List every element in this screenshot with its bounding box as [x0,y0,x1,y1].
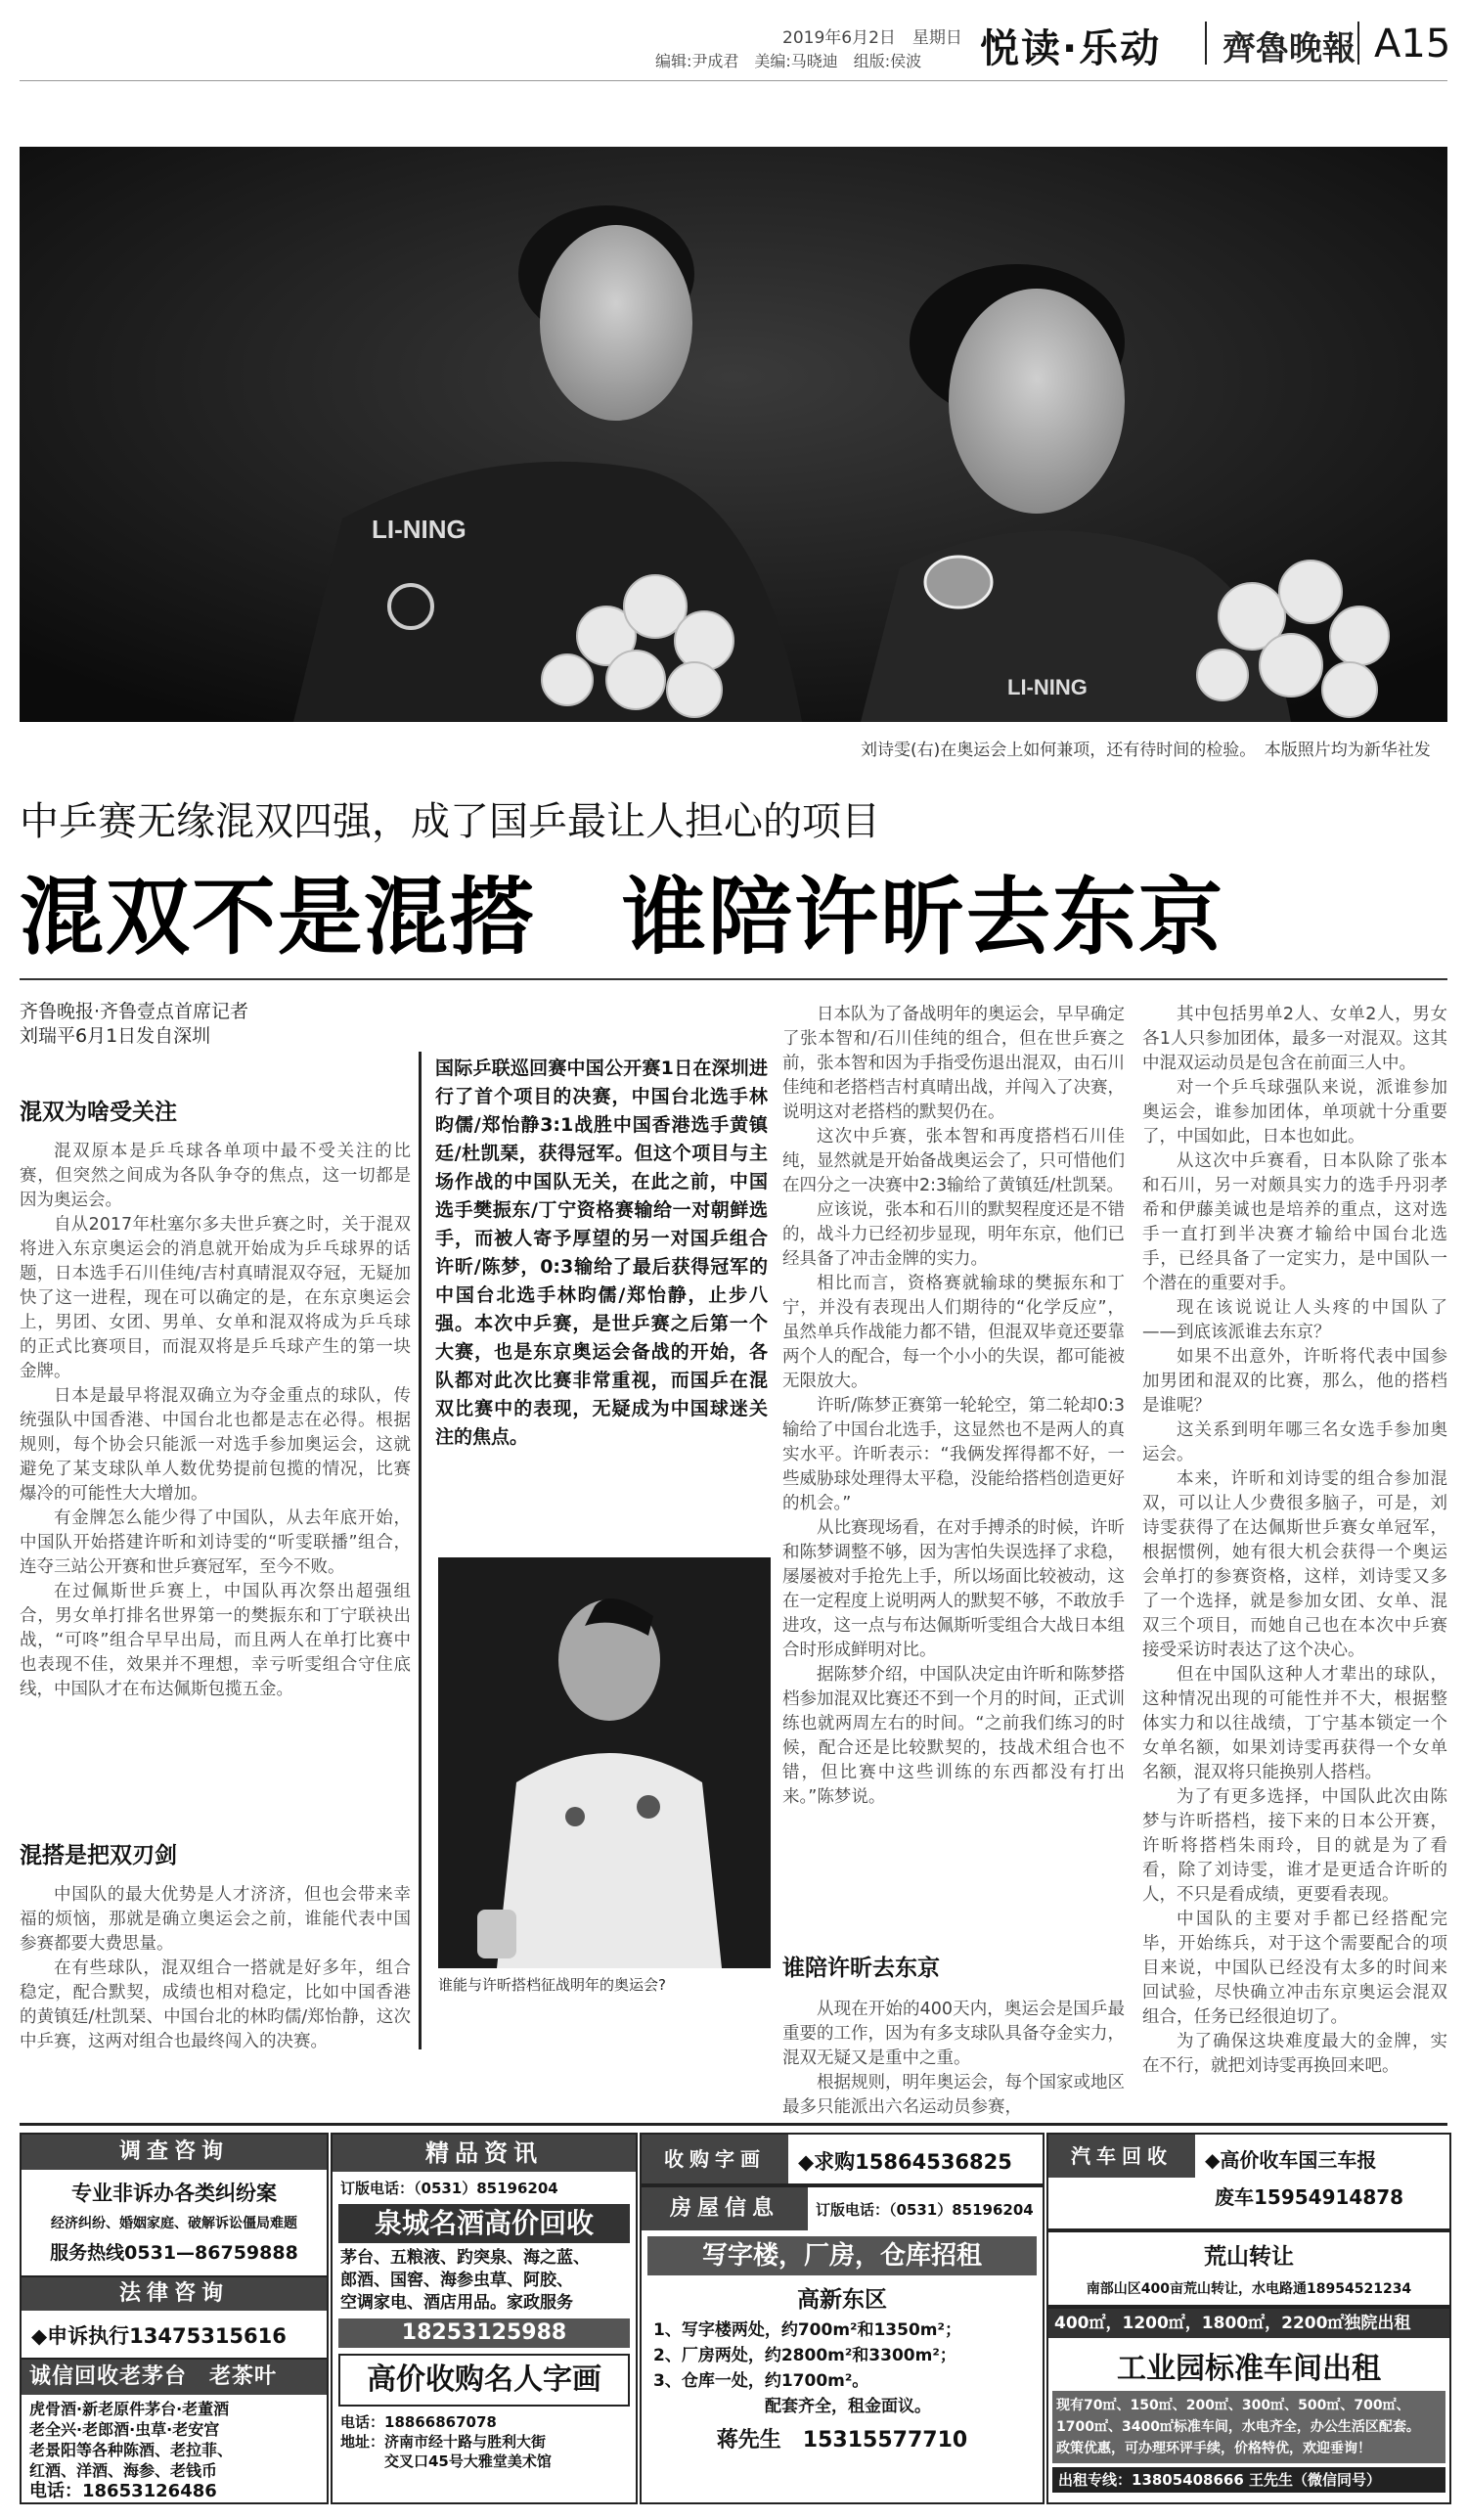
ad-line: 虎骨酒·新老原件茅台·老董酒 [29,2400,230,2418]
ad-line: 南部山区400亩荒山转让，水电路通18954521234 [1086,2281,1412,2297]
paragraph: 有金牌怎么能少得了中国队，从去年底开始，中国队开始搭建许昕和刘诗雯的“听雯联播”组合，连夺三站公开赛和世乒赛冠军，至今不败。 [20,1508,411,1577]
ad-phone: 订版电话：（0531）85196204 [816,2201,1034,2219]
newspaper-logo: 齊魯晚報 [1222,29,1356,68]
ad-line: 配套齐全，租金面议。 [765,2397,931,2416]
house-ad [640,2185,1045,2504]
ad-line: 空调家电、酒店用品。家政服务 [340,2293,573,2313]
svg-text:LI-NING: LI-NING [372,515,467,544]
industrial-ad [1046,2307,1451,2504]
paragraph: 现在该说说让人头疼的中国队了——到底该派谁去东京？ [1142,1298,1447,1342]
hill-ad [1046,2230,1451,2307]
ad-line: 政策优惠，可办理环评手续，价格特优，欢迎垂询！ [1056,2441,1371,2456]
ad-line: 专业非诉办各类纠纷案 [71,2182,277,2205]
maotai-ad [20,2358,329,2504]
main-photo [20,147,1447,722]
paragraph: 这关系到明年哪三名女选手参加奥运会。 [1142,1420,1447,1464]
paragraph: 中国队的主要对手都已经搭配完毕，开始练兵，对于这个需要配合的项目来说，中国队已经没有太多的时间来回试验，尽快确立冲击东京奥运会混双组合，任务已经很迫切了。 [1142,1910,1447,2027]
byline-dateline: 刘瑞平6月1日发自深圳 [20,1025,211,1047]
headline-rule [20,978,1447,980]
ad-line: 1700㎡、3400㎡标准车间，水电齐全，办公生活区配套。 [1056,2419,1420,2435]
ad-phone: 废车15954914878 [1215,2185,1404,2209]
page-number: A15 [1374,22,1451,67]
car-ad [1046,2133,1451,2230]
ad-label: 地址： [340,2433,385,2451]
ad-phone: 出租专线：13805408666 王先生（微信同号） [1052,2467,1445,2493]
paragraph: 如果不出意外，许昕将代表中国参加男团和混双的比赛，那么，他的搭档是谁呢？ [1142,1347,1447,1416]
ad-line: 服务热线0531—86759888 [50,2242,298,2264]
paragraph: 从这次中乒赛看，日本队除了张本和石川，另一对颇具实力的选手丹羽孝希和伊藤美诚也是培养的重点，这对选手一直打到半决赛才输给中国台北选手，已经具备了一定实力，是中国队一个潜在的重要对手。 [1142,1151,1447,1293]
paragraph: 在过佩斯世乒赛上，中国队再次祭出超强组合，男女单打排名世界第一的樊振东和丁宁联袂出战，“可咚”组合早早出局，而且两人在单打比赛中也表现不佳，效果并不理想，幸亏听雯组合守住底线，中国队才在布达佩斯包揽五金。 [20,1582,411,1699]
xu-xin-photo-illustration [438,1557,771,1968]
ad-line: 郎酒、国窖、海参虫草、阿胶、 [340,2271,573,2290]
article-column-3b [782,1998,1125,2120]
survey-ad [20,2133,329,2277]
section-heading: 混搭是把双刃剑 [20,1843,177,1868]
paragraph: 为了有更多选择，中国队此次由陈梦与许昕搭档，接下来的日本公开赛，许昕将搭档朱雨玲，目的就是为了看看，除了刘诗雯，谁才是更适合许昕的人，不只是看成绩，更要看表现。 [1142,1787,1447,1905]
player-photo [438,1557,771,1968]
ad-title: 高价收购名人字画 [338,2354,630,2407]
article-column-4 [1142,1003,1447,2079]
article-headline: 混双不是混搭 谁陪许昕去东京 [20,869,1224,967]
byline-outlet: 齐鲁晚报·齐鲁壹点首席记者 [20,1001,249,1022]
byline [20,1000,411,1049]
paragraph: 混双原本是乒乓球各单项中最不受关注的比赛，但突然之间成为各队争夺的焦点，这一切都是因为奥运会。 [20,1142,411,1210]
box-border [419,1052,422,2049]
ad-heading: 汽车回收 [1048,2135,1195,2178]
ad-title: 写字楼，厂房，仓库招租 [647,2236,1037,2275]
paragraph: 但在中国队这种人才辈出的球队，这种情况出现的可能性并不大，根据整体实力和以往战绩，丁宁基本锁定一个女单名额，如果刘诗雯再获得一个女单名额，混双将只能换别人搭档。 [1142,1665,1447,1782]
svg-text:LI-NING: LI-NING [1007,675,1088,699]
paragraph: 自从2017年杜塞尔多夫世乒赛之时，关于混双将进入东京奥运会的消息就开始成为乒乓球界的话题，日本选手石川佳纯/吉村真晴混双夺冠，无疑加快了这一进程，现在可以确定的是，在东京奥运会上，男团、女团、男单、女单和混双将成为乒乓球的正式比赛项目，而混双将是乒乓球产生的第一块金牌。 [20,1215,411,1381]
ad-contact: 蒋先生 15315577710 [716,2428,968,2452]
paragraph: 其中包括男单2人、女单2人，男女各1人只参加团体，最多一对混双。这其中混双运动员是包含在前面三人中。 [1142,1005,1447,1073]
ad-title: 泉城名酒高价回收 [338,2204,630,2243]
paragraph: 从现在开始的400天内，奥运会是国乒最重要的工作，因为有多支球队具备夺金实力，混双无疑又是重中之重。 [782,2000,1125,2068]
paragraph: 对一个乒乓球强队来说，派谁参加奥运会，谁参加团体，单项就十分重要了，中国如此，日本也如此。 [1142,1078,1447,1147]
ad-heading: 诚信回收老茅台 老茶叶 [22,2360,327,2395]
jingpin-ad [331,2133,638,2504]
ad-heading: 收购字画 [642,2135,788,2183]
issue-date: 2019年6月2日 星期日 [782,28,962,48]
ad-line: ◆高价收车国三车报 [1205,2148,1377,2172]
photo-caption: 刘诗雯(右)在奥运会上如何兼项，还有待时间的检验。 本版照片均为新华社发 [861,741,1431,760]
paragraph: 据陈梦介绍，中国队决定由许昕和陈梦搭档参加混双比赛还不到一个月的时间，正式训练也就两周左右的时间。“之前我们练习的时候，配合还是比较默契的，技战术组合也不错，但比赛中这些训练的东西都没有打出来。”陈梦说。 [782,1665,1125,1807]
editors-credit: 编辑:尹成君 美编:马晓迪 组版:侯波 [655,52,922,70]
paragraph: 在有些球队，混双组合一搭就是好多年，组合稳定，配合默契，成绩也相对稳定，比如中国香港的黄镇廷/杜凯琹、中国台北的林昀儒/郑怡静，这次中乒赛，这两对组合也最终闯入的决赛。 [20,1958,411,2051]
ad-line: 茅台、五粮液、趵突泉、海之蓝、 [340,2248,590,2268]
ads-rule [20,2123,1447,2126]
ad-heading: 房屋信息 [642,2187,808,2230]
section-heading: 混双为啥受关注 [20,1100,177,1125]
paragraph: 应该说，张本和石川的默契程度还是不错的，战斗力已经初步显现，明年东京，他们已经具备了冲击金牌的实力。 [782,1200,1125,1269]
paragraph: 日本是最早将混双确立为夺金重点的球队，传统强队中国香港、中国台北也都是志在必得。根据规则，每个协会只能派一对选手参加奥运会，这就避免了某支球队单人数优势提前包揽的情况，比赛爆冷的可能性大大增加。 [20,1386,411,1504]
ad-address: 济南市经十路与胜利大街 [384,2433,547,2451]
players-photo-illustration [20,147,1447,722]
ad-label: 电话： [340,2413,385,2431]
paragraph: 许昕/陈梦正赛第一轮轮空，第二轮却0:3输给了中国台北选手，这显然也不是两人的真实水平。许昕表示：“我俩发挥得都不好，一些威胁球处理得太平稳，没能给搭档创造更好的机会。” [782,1396,1125,1513]
ad-phone: ◆求购15864536825 [798,2150,1012,2174]
buy-ad [640,2133,1045,2185]
paragraph: 为了确保这块难度最大的金牌，实在不行，就把刘诗雯再换回来吧。 [1142,2032,1447,2076]
ad-title: 荒山转让 [1204,2244,1294,2270]
ad-line: 400㎡，1200㎡，1800㎡，2200㎡独院出租 [1048,2309,1449,2338]
ad-heading: 法律咨询 [22,2277,327,2311]
paragraph: 从比赛现场看，在对手搏杀的时候，许昕和陈梦调整不够，因为害怕失误选择了求稳，屡屡被对手抢先上手，所以场面比较被动，这在一定程度上说明两人的默契不够，不敢放手进攻，这一点与布达佩斯听雯组合大战日本组合时形成鲜明对比。 [782,1518,1125,1660]
ad-title: 工业园标准车间出租 [1117,2352,1381,2386]
ad-line: ◆申诉执行13475315616 [31,2324,287,2348]
ad-heading: 精品资讯 [333,2135,636,2172]
ad-line: 老全兴·老郎酒·虫草·老安宫 [29,2420,220,2439]
paragraph: 这次中乒赛，张本智和再度搭档石川佳纯，显然就是开始备战奥运会了，只可惜他们在四分之一决赛中2:3输给了黄镇廷/杜凯琹。 [782,1127,1125,1195]
article-column-1 [20,1140,411,1702]
header-rule [20,80,1447,81]
header-divider [1357,22,1359,65]
paragraph: 根据规则，明年奥运会，每个国家或地区最多只能派出六名运动员参赛， [782,2073,1125,2117]
ad-line: 经济纠纷、婚姻家庭、破解诉讼僵局难题 [51,2216,297,2231]
paragraph: 本来，许昕和刘诗雯的组合参加混双，可以让人少费很多脑子，可是，刘诗雯获得了在达佩斯世乒赛女单冠军，根据惯例，她有很大机会获得一个奥运会单打的参赛资格，这样，刘诗雯又多了一个选择，就是参加女团、女单、混双三个项目，而她自己也在本次中乒赛接受采访时表达了这个决心。 [1142,1469,1447,1660]
paragraph: 中国队的最大优势是人才济济，但也会带来幸福的烦恼，那就是确立奥运会之前，谁能代表中国参赛都要大费思量。 [20,1885,411,1954]
ad-heading: 调查咨询 [22,2135,327,2170]
article-column-1b [20,1883,411,2054]
paragraph: 日本队为了备战明年的奥运会，早早确定了张本智和/石川佳纯的组合，但在世乒赛之前，张本智和因为手指受伤退出混双，由石川佳纯和老搭档吉村真晴出战，并闯入了决赛，说明这对老搭档的默契仍在。 [782,1005,1125,1122]
legal-ad [20,2275,329,2360]
ad-line: 1、写字楼两处，约700m²和1350m²； [653,2320,961,2340]
ad-line: 2、厂房两处，约2800m²和3300m²； [653,2346,956,2365]
ad-address: 交叉口45号大雅堂美术馆 [384,2452,552,2470]
ad-phone: 电话：18653126486 [29,2481,217,2501]
article-column-3 [782,1003,1125,1810]
ad-phone: 订版电话：（0531）85196204 [340,2180,558,2197]
paragraph: 相比而言，资格赛就输球的樊振东和丁宁，并没有表现出人们期待的“化学反应”，虽然单兵作战能力都不错，但混双毕竟还要靠两个人的配合，每一个小小的失误，都可能被无限放大。 [782,1274,1125,1391]
ad-phone: 18253125988 [338,2318,630,2348]
ad-line: 高新东区 [797,2287,887,2313]
ad-line: 现有70㎡、150㎡、200㎡、300㎡、500㎡、700㎡、 [1056,2398,1410,2413]
header-divider [1205,22,1207,65]
summary-box: 国际乒联巡回赛中国公开赛1日在深圳进行了首个项目的决赛，中国台北选手林昀儒/郑怡静3:1战胜中国香港选手黄镇廷/杜凯琹，获得冠军。但这个项目与主场作战的中国队无关，在此之前，中国选手樊振东/丁宁资格赛输给一对朝鲜选手，而被人寄予厚望的另一对国乒组合许昕/陈梦，0:3输给了最后获得冠军的中国台北选手林昀儒/郑怡静，止步八强。本次中乒赛，是世乒赛之后第一个大赛，也是东京奥运会备战的开始，各队都对此次比赛非常重视，而国乒在混双比赛中的表现，无疑成为中国球迷关注的焦点。 [435,1058,768,1448]
ad-phone: 18866867078 [384,2413,497,2431]
section-title: 悦读·乐动 [980,26,1162,71]
photo2-caption: 谁能与许昕搭档征战明年的奥运会? [438,1976,666,1994]
ad-line: 3、仓库一处，约1700m²。 [653,2371,869,2391]
article-subheadline: 中乒赛无缘混双四强，成了国乒最让人担心的项目 [20,799,880,844]
ad-line: 红酒、洋酒、海参、老钱币 [29,2461,218,2480]
section-heading: 谁陪许昕去东京 [782,1956,940,1981]
ad-line: 老景阳等各种陈酒、老拉菲、 [29,2441,234,2459]
